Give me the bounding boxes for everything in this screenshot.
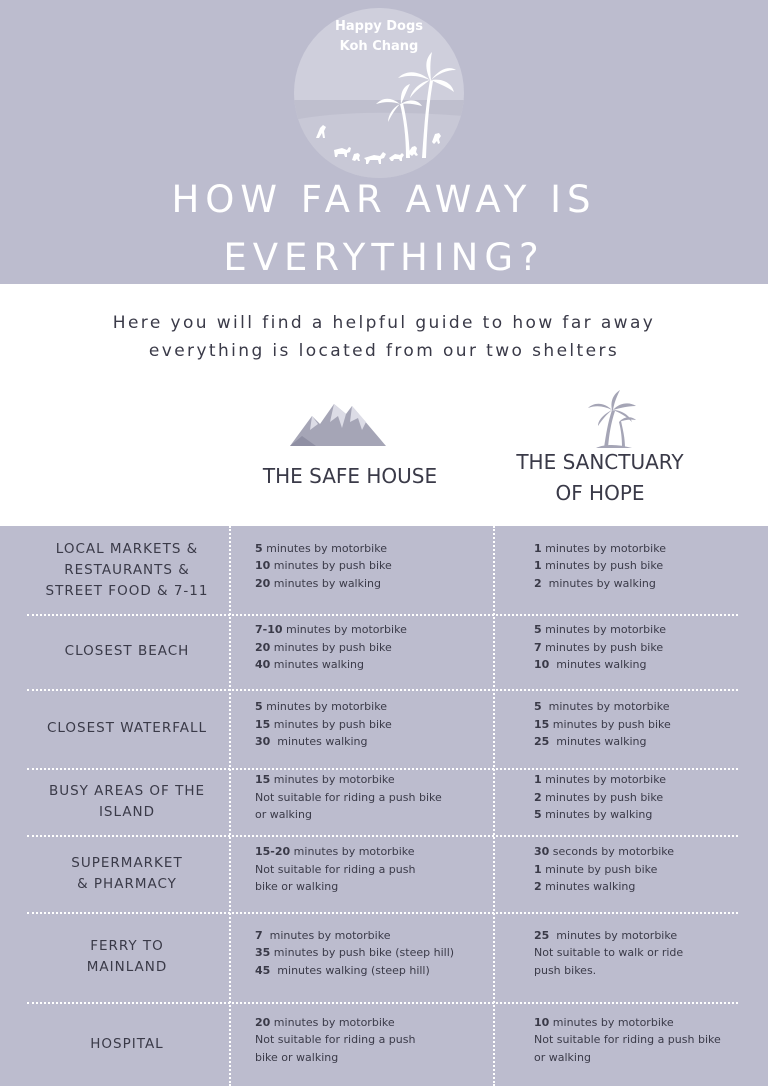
time-description: minutes walking bbox=[270, 658, 365, 672]
time-description: minutes by motorbike bbox=[541, 623, 666, 637]
sanctuary-heading-line-1: THE SANCTUARY bbox=[516, 450, 684, 474]
time-value: 5 bbox=[255, 700, 263, 714]
destination-label-line: SUPERMARKET bbox=[71, 854, 183, 871]
time-line bbox=[534, 944, 734, 962]
time-value: 30 bbox=[534, 845, 550, 859]
time-line bbox=[255, 962, 485, 980]
time-description: minutes by walking bbox=[541, 808, 653, 822]
time-description: minutes by motorbike bbox=[270, 773, 395, 787]
table-row bbox=[0, 614, 768, 689]
time-line bbox=[534, 698, 734, 716]
destination-label bbox=[22, 781, 232, 823]
destination-label bbox=[22, 539, 232, 602]
time-line bbox=[255, 771, 485, 789]
time-line bbox=[255, 639, 485, 657]
time-description: minutes by motorbike bbox=[262, 928, 391, 942]
time-line bbox=[534, 1031, 734, 1049]
time-line bbox=[534, 878, 734, 896]
table-row bbox=[0, 689, 768, 768]
time-line bbox=[534, 656, 734, 674]
sanctuary-times bbox=[534, 927, 734, 980]
time-line bbox=[534, 1049, 734, 1067]
table-row bbox=[0, 835, 768, 912]
time-description: minutes by push bike bbox=[270, 717, 392, 731]
safe-house-times bbox=[255, 771, 485, 824]
time-line bbox=[255, 698, 485, 716]
time-line bbox=[255, 557, 485, 575]
time-line bbox=[534, 843, 734, 861]
time-value: 2 bbox=[534, 576, 542, 590]
table-row bbox=[0, 912, 768, 1002]
time-value: 30 bbox=[255, 735, 271, 749]
destination-label bbox=[22, 1034, 232, 1055]
time-line bbox=[255, 656, 485, 674]
time-line bbox=[255, 621, 485, 639]
time-line bbox=[534, 771, 734, 789]
destination-label-line: ISLAND bbox=[98, 803, 156, 820]
intro-text-line-2: everything is located from our two shelters bbox=[148, 341, 620, 361]
time-value: 7-10 bbox=[255, 623, 283, 637]
time-value: 45 bbox=[255, 963, 271, 977]
time-line bbox=[255, 575, 485, 593]
time-value: 10 bbox=[534, 1015, 550, 1029]
time-line bbox=[534, 540, 734, 558]
time-description: bike or walking bbox=[255, 1050, 339, 1064]
time-description: minutes by push bike bbox=[541, 790, 664, 804]
page-title-line-1: HOW FAR AWAY IS bbox=[171, 178, 597, 221]
time-line bbox=[534, 1014, 734, 1032]
time-line bbox=[534, 733, 734, 751]
time-value: 1 bbox=[534, 541, 542, 555]
time-description: bike or walking bbox=[255, 880, 339, 894]
time-value: 40 bbox=[255, 658, 271, 672]
time-description: minutes by push bike bbox=[541, 640, 664, 654]
time-value: 15 bbox=[255, 773, 271, 787]
time-value: 2 bbox=[534, 790, 542, 804]
time-value: 35 bbox=[255, 946, 271, 960]
time-description: minutes by push bike bbox=[541, 559, 664, 573]
destination-label-line: MAINLAND bbox=[86, 959, 168, 975]
time-value: 20 bbox=[255, 1015, 271, 1029]
destination-label-line: CLOSEST BEACH bbox=[64, 643, 190, 659]
time-value: 5 bbox=[255, 541, 263, 555]
intro-section bbox=[0, 284, 768, 526]
time-line bbox=[255, 1014, 485, 1032]
sanctuary-times bbox=[534, 1014, 734, 1067]
time-description: or walking bbox=[255, 808, 312, 822]
palm-tree-icon bbox=[584, 388, 640, 452]
time-value: 15 bbox=[534, 717, 550, 731]
time-description: Not suitable for riding a push bbox=[255, 1033, 416, 1047]
time-description: minutes by motorbike bbox=[541, 773, 666, 787]
time-line bbox=[534, 789, 734, 807]
time-line bbox=[534, 639, 734, 657]
time-line bbox=[255, 540, 485, 558]
time-value: 2 bbox=[534, 880, 542, 894]
time-description: minutes by motorbike bbox=[541, 700, 670, 714]
destination-label-line: STREET FOOD & 7-11 bbox=[45, 582, 209, 599]
time-value: 25 bbox=[534, 928, 550, 942]
logo-line-1: Happy Dogs bbox=[334, 19, 424, 34]
time-line bbox=[534, 621, 734, 639]
time-description: minutes by motorbike bbox=[549, 1015, 674, 1029]
page-title-line-2: EVERYTHING? bbox=[223, 236, 545, 279]
time-value: 1 bbox=[534, 773, 542, 787]
sanctuary-times bbox=[534, 621, 734, 674]
sanctuary-times bbox=[534, 540, 734, 593]
safe-house-times bbox=[255, 843, 485, 896]
time-description: minutes by walking bbox=[541, 576, 656, 590]
time-value: 7 bbox=[534, 640, 542, 654]
time-value: 5 bbox=[534, 808, 542, 822]
destination-label-line: CLOSEST WATERFALL bbox=[46, 720, 208, 736]
destination-label-line: LOCAL MARKETS & bbox=[55, 540, 199, 557]
time-description: Not suitable to walk or ride bbox=[534, 946, 684, 960]
time-description: minutes by walking bbox=[270, 576, 381, 590]
time-description: minutes walking bbox=[549, 658, 647, 672]
time-value: 7 bbox=[255, 928, 263, 942]
sanctuary-heading-line-2: OF HOPE bbox=[555, 481, 645, 505]
safe-house-heading-text: THE SAFE HOUSE bbox=[262, 464, 438, 488]
time-line bbox=[255, 944, 485, 962]
destination-label bbox=[22, 936, 232, 978]
mountain-icon bbox=[290, 400, 386, 448]
sanctuary-heading bbox=[500, 447, 700, 509]
time-description: minutes by push bike bbox=[270, 559, 392, 573]
time-description: or walking bbox=[534, 1050, 591, 1064]
time-line bbox=[255, 1049, 485, 1067]
time-line bbox=[534, 861, 734, 879]
sanctuary-times bbox=[534, 843, 734, 896]
header-banner bbox=[0, 0, 768, 284]
time-description: minutes by motorbike bbox=[290, 845, 415, 859]
time-line bbox=[255, 716, 485, 734]
time-description: Not suitable for riding a push bike bbox=[255, 790, 442, 804]
time-description: minutes by motorbike bbox=[282, 623, 407, 637]
time-description: Not suitable for riding a push bike bbox=[534, 1033, 721, 1047]
time-description: minutes by push bike bbox=[549, 717, 671, 731]
destination-label bbox=[22, 853, 232, 895]
safe-house-times bbox=[255, 540, 485, 593]
time-line bbox=[534, 927, 734, 945]
table-row bbox=[0, 526, 768, 614]
sanctuary-times bbox=[534, 771, 734, 824]
time-description: minutes by motorbike bbox=[549, 928, 678, 942]
destination-label-line: HOSPITAL bbox=[90, 1035, 164, 1052]
sanctuary-times bbox=[534, 698, 734, 751]
safe-house-times bbox=[255, 1014, 485, 1067]
intro-text-line-1: Here you will find a helpful guide to how far away bbox=[112, 313, 656, 333]
time-value: 5 bbox=[534, 623, 542, 637]
safe-house-times bbox=[255, 621, 485, 674]
time-description: minutes by motorbike bbox=[262, 700, 387, 714]
time-line bbox=[255, 843, 485, 861]
time-value: 1 bbox=[534, 559, 542, 573]
time-value: 25 bbox=[534, 735, 550, 749]
destination-label-line: FERRY TO bbox=[90, 938, 164, 954]
time-description: minutes by motorbike bbox=[262, 541, 387, 555]
time-description: minutes walking bbox=[541, 880, 636, 894]
time-description: minutes walking (steep hill) bbox=[270, 963, 430, 977]
time-value: 15-20 bbox=[255, 845, 291, 859]
table-row bbox=[0, 1002, 768, 1086]
safe-house-times bbox=[255, 698, 485, 751]
destination-label-line: BUSY AREAS OF THE bbox=[48, 782, 206, 799]
safe-house-times bbox=[255, 927, 485, 980]
table-row bbox=[0, 768, 768, 835]
time-value: 15 bbox=[255, 717, 271, 731]
time-line bbox=[534, 575, 734, 593]
time-description: minutes walking bbox=[549, 735, 647, 749]
time-description: seconds by motorbike bbox=[549, 845, 675, 859]
time-line bbox=[255, 1031, 485, 1049]
destination-label bbox=[22, 718, 232, 739]
time-line bbox=[255, 806, 485, 824]
time-description: minute by push bike bbox=[541, 862, 658, 876]
safe-house-heading bbox=[230, 461, 470, 492]
time-description: minutes by push bike bbox=[270, 640, 392, 654]
time-line bbox=[255, 878, 485, 896]
time-value: 5 bbox=[534, 700, 542, 714]
time-line bbox=[534, 716, 734, 734]
time-value: 10 bbox=[534, 658, 550, 672]
time-value: 1 bbox=[534, 862, 542, 876]
time-value: 10 bbox=[255, 559, 271, 573]
happy-dogs-logo bbox=[294, 8, 464, 178]
time-description: minutes by motorbike bbox=[541, 541, 666, 555]
time-line bbox=[255, 927, 485, 945]
logo-line-2: Koh Chang bbox=[339, 39, 419, 54]
destination-label-line: RESTAURANTS & bbox=[64, 561, 190, 578]
distance-table bbox=[0, 526, 768, 1086]
time-line bbox=[534, 962, 734, 980]
time-line bbox=[534, 806, 734, 824]
time-line bbox=[255, 733, 485, 751]
time-description: Not suitable for riding a push bbox=[255, 862, 416, 876]
destination-label bbox=[22, 641, 232, 662]
time-value: 20 bbox=[255, 640, 271, 654]
time-description: minutes walking bbox=[270, 735, 368, 749]
time-description: minutes by push bike (steep hill) bbox=[270, 946, 455, 960]
time-description: minutes by motorbike bbox=[270, 1015, 395, 1029]
time-line bbox=[255, 861, 485, 879]
time-description: push bikes. bbox=[534, 963, 597, 977]
time-line bbox=[255, 789, 485, 807]
time-value: 20 bbox=[255, 576, 271, 590]
destination-label-line: & PHARMACY bbox=[77, 875, 177, 892]
time-line bbox=[534, 557, 734, 575]
